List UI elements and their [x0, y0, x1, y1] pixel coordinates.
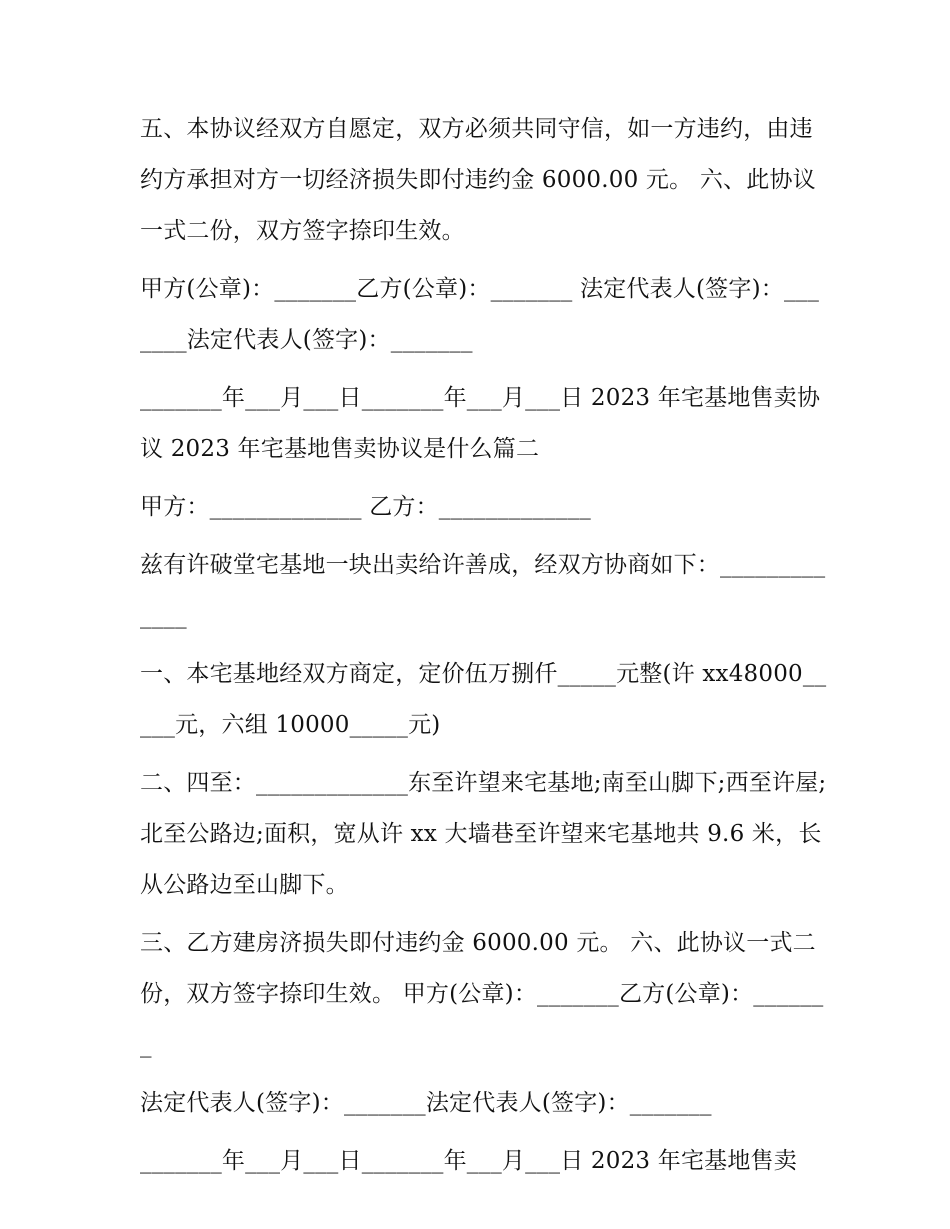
parties-paragraph: 甲方：_____________ 乙方：_____________ [140, 494, 591, 520]
document-page [140, 104, 830, 1194]
intro-paragraph: 兹有许破堂宅基地一块出卖给许善成，经双方协商如下：_____________ [140, 552, 826, 629]
date-title-paragraph: _______年___月___日_______年___月___日 2023 年宅基地售卖协议 2023 年宅基地售卖协议是什么篇二 [140, 385, 821, 462]
clause-one-paragraph: 一、本宅基地经双方商定，定价伍万捌仟_____元整(许 xx48000_____元，六组 10000_____元) [140, 661, 827, 738]
clause-three-paragraph: 三、乙方建房济损失即付违约金 6000.00 元。 六、此协议一式二份，双方签字捺印生效。 甲方(公章)：_______乙方(公章)：_______ [140, 930, 824, 1058]
clause-five-paragraph: 五、本协议经双方自愿定，双方必须共同守信，如一方违约，由违约方承担对方一切经济损失即付违约金 6000.00 元。 六、此协议一式二份，双方签字捺印生效。 [140, 116, 816, 244]
clause-two-paragraph: 二、四至：_____________东至许望来宅基地;南至山脚下;西至许屋;北至公路边;面积，宽从许 xx 大墙巷至许望来宅基地共 9.6 米，长从公路边至山脚下。 [140, 770, 827, 898]
date-footer-paragraph: _______年___月___日_______年___月___日 2023 年宅基地售卖 [140, 1148, 797, 1174]
signature-seal-paragraph: 甲方(公章)：_______乙方(公章)：_______ 法定代表人(签字)：_______法定代表人(签字)：_______ [140, 276, 820, 353]
representative-signature-paragraph: 法定代表人(签字)：_______法定代表人(签字)：_______ [140, 1090, 712, 1116]
